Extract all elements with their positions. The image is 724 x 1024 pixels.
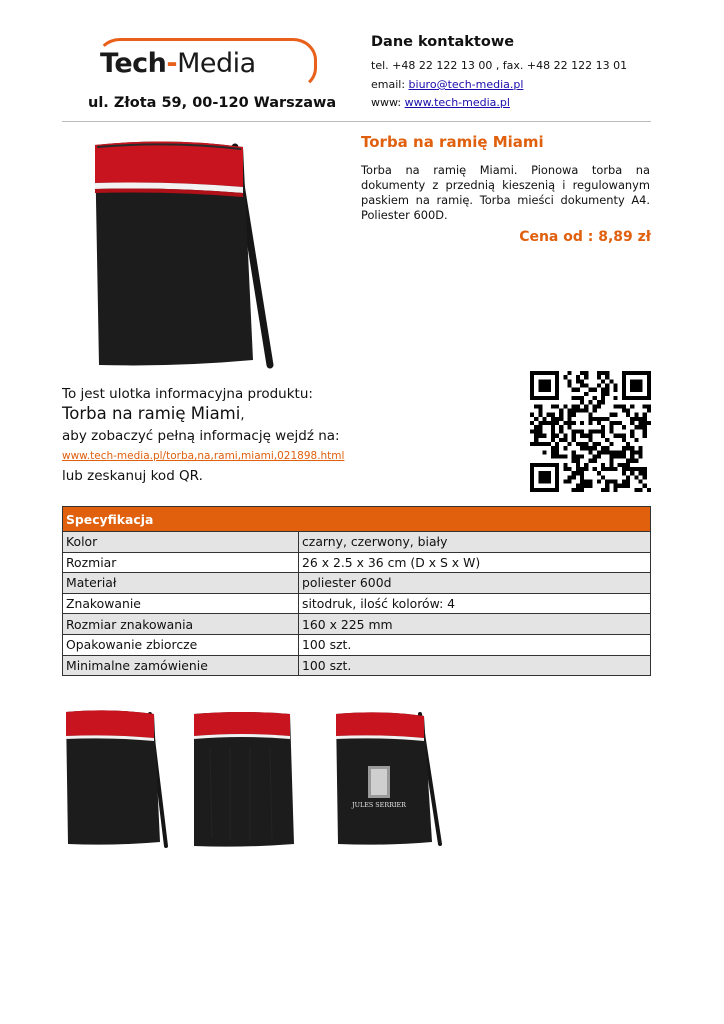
- company-logo: [92, 36, 320, 92]
- spec-header: Specyfikacja: [63, 507, 651, 532]
- info-scan-text: lub zeskanuj kod QR.: [62, 468, 203, 484]
- spec-value: sitodruk, ilość kolorów: 4: [299, 593, 651, 614]
- logo-text-media: Media: [177, 48, 256, 79]
- spec-value: czarny, czerwony, biały: [299, 532, 651, 553]
- spec-key: Rozmiar: [63, 552, 299, 573]
- info-visit-text: aby zobaczyć pełną informację wejdź na:: [62, 428, 340, 444]
- product-thumbnail-1[interactable]: [62, 706, 172, 851]
- www-label: www:: [371, 96, 405, 109]
- product-thumbnail-2[interactable]: [190, 708, 300, 850]
- product-url-link[interactable]: www.tech-media.pl/torba,na,rami,miami,021898.html: [62, 450, 345, 462]
- table-row: [63, 552, 651, 573]
- spec-value: 100 szt.: [299, 634, 651, 655]
- email-label: email:: [371, 78, 409, 91]
- info-product-name-text: Torba na ramię Miami: [62, 404, 241, 423]
- table-row: [63, 655, 651, 676]
- spec-table: [62, 506, 651, 676]
- table-row: [63, 532, 651, 553]
- contact-phone: tel. +48 22 122 13 00 , fax. +48 22 122 13 01: [371, 59, 628, 72]
- table-row: [63, 593, 651, 614]
- spec-key: Minimalne zamówienie: [63, 655, 299, 676]
- logo-wordmark: [100, 48, 256, 79]
- spec-key: Kolor: [63, 532, 299, 553]
- product-title: Torba na ramię Miami: [361, 133, 544, 151]
- info-intro: To jest ulotka informacyjna produktu:: [62, 386, 313, 402]
- spec-key: Znakowanie: [63, 593, 299, 614]
- info-product-suffix: ,: [240, 408, 245, 423]
- www-link[interactable]: www.tech-media.pl: [404, 96, 510, 109]
- table-row: [63, 614, 651, 635]
- spec-value: 100 szt.: [299, 655, 651, 676]
- logo-text-dash: -: [166, 48, 178, 79]
- product-main-image: [85, 135, 275, 375]
- email-link[interactable]: biuro@tech-media.pl: [408, 78, 524, 91]
- thumb-print-text: JULES SERRIER: [352, 801, 406, 809]
- company-address: ul. Złota 59, 00-120 Warszawa: [88, 95, 337, 111]
- qr-code[interactable]: [530, 371, 651, 492]
- spec-key: Materiał: [63, 573, 299, 594]
- contact-www-line: [371, 96, 510, 109]
- header-divider: [62, 121, 651, 122]
- spec-value: 160 x 225 mm: [299, 614, 651, 635]
- spec-key: Rozmiar znakowania: [63, 614, 299, 635]
- spec-value: poliester 600d: [299, 573, 651, 594]
- contact-title: Dane kontaktowe: [371, 34, 515, 50]
- table-row: [63, 573, 651, 594]
- product-description: Torba na ramię Miami. Pionowa torba na dokumenty z przednią kieszenią i regulowanym paskiem na ramię. Torba mieści dokumenty A4. Poliester 600D.: [361, 163, 650, 222]
- table-row: [63, 634, 651, 655]
- spec-value: 26 x 2.5 x 36 cm (D x S x W): [299, 552, 651, 573]
- spec-key: Opakowanie zbiorcze: [63, 634, 299, 655]
- info-product-name: [62, 404, 244, 423]
- product-thumbnail-3[interactable]: [332, 708, 457, 850]
- contact-email-line: [371, 78, 523, 91]
- product-price: Cena od : 8,89 zł: [519, 229, 651, 245]
- logo-text-tech: Tech: [100, 48, 167, 79]
